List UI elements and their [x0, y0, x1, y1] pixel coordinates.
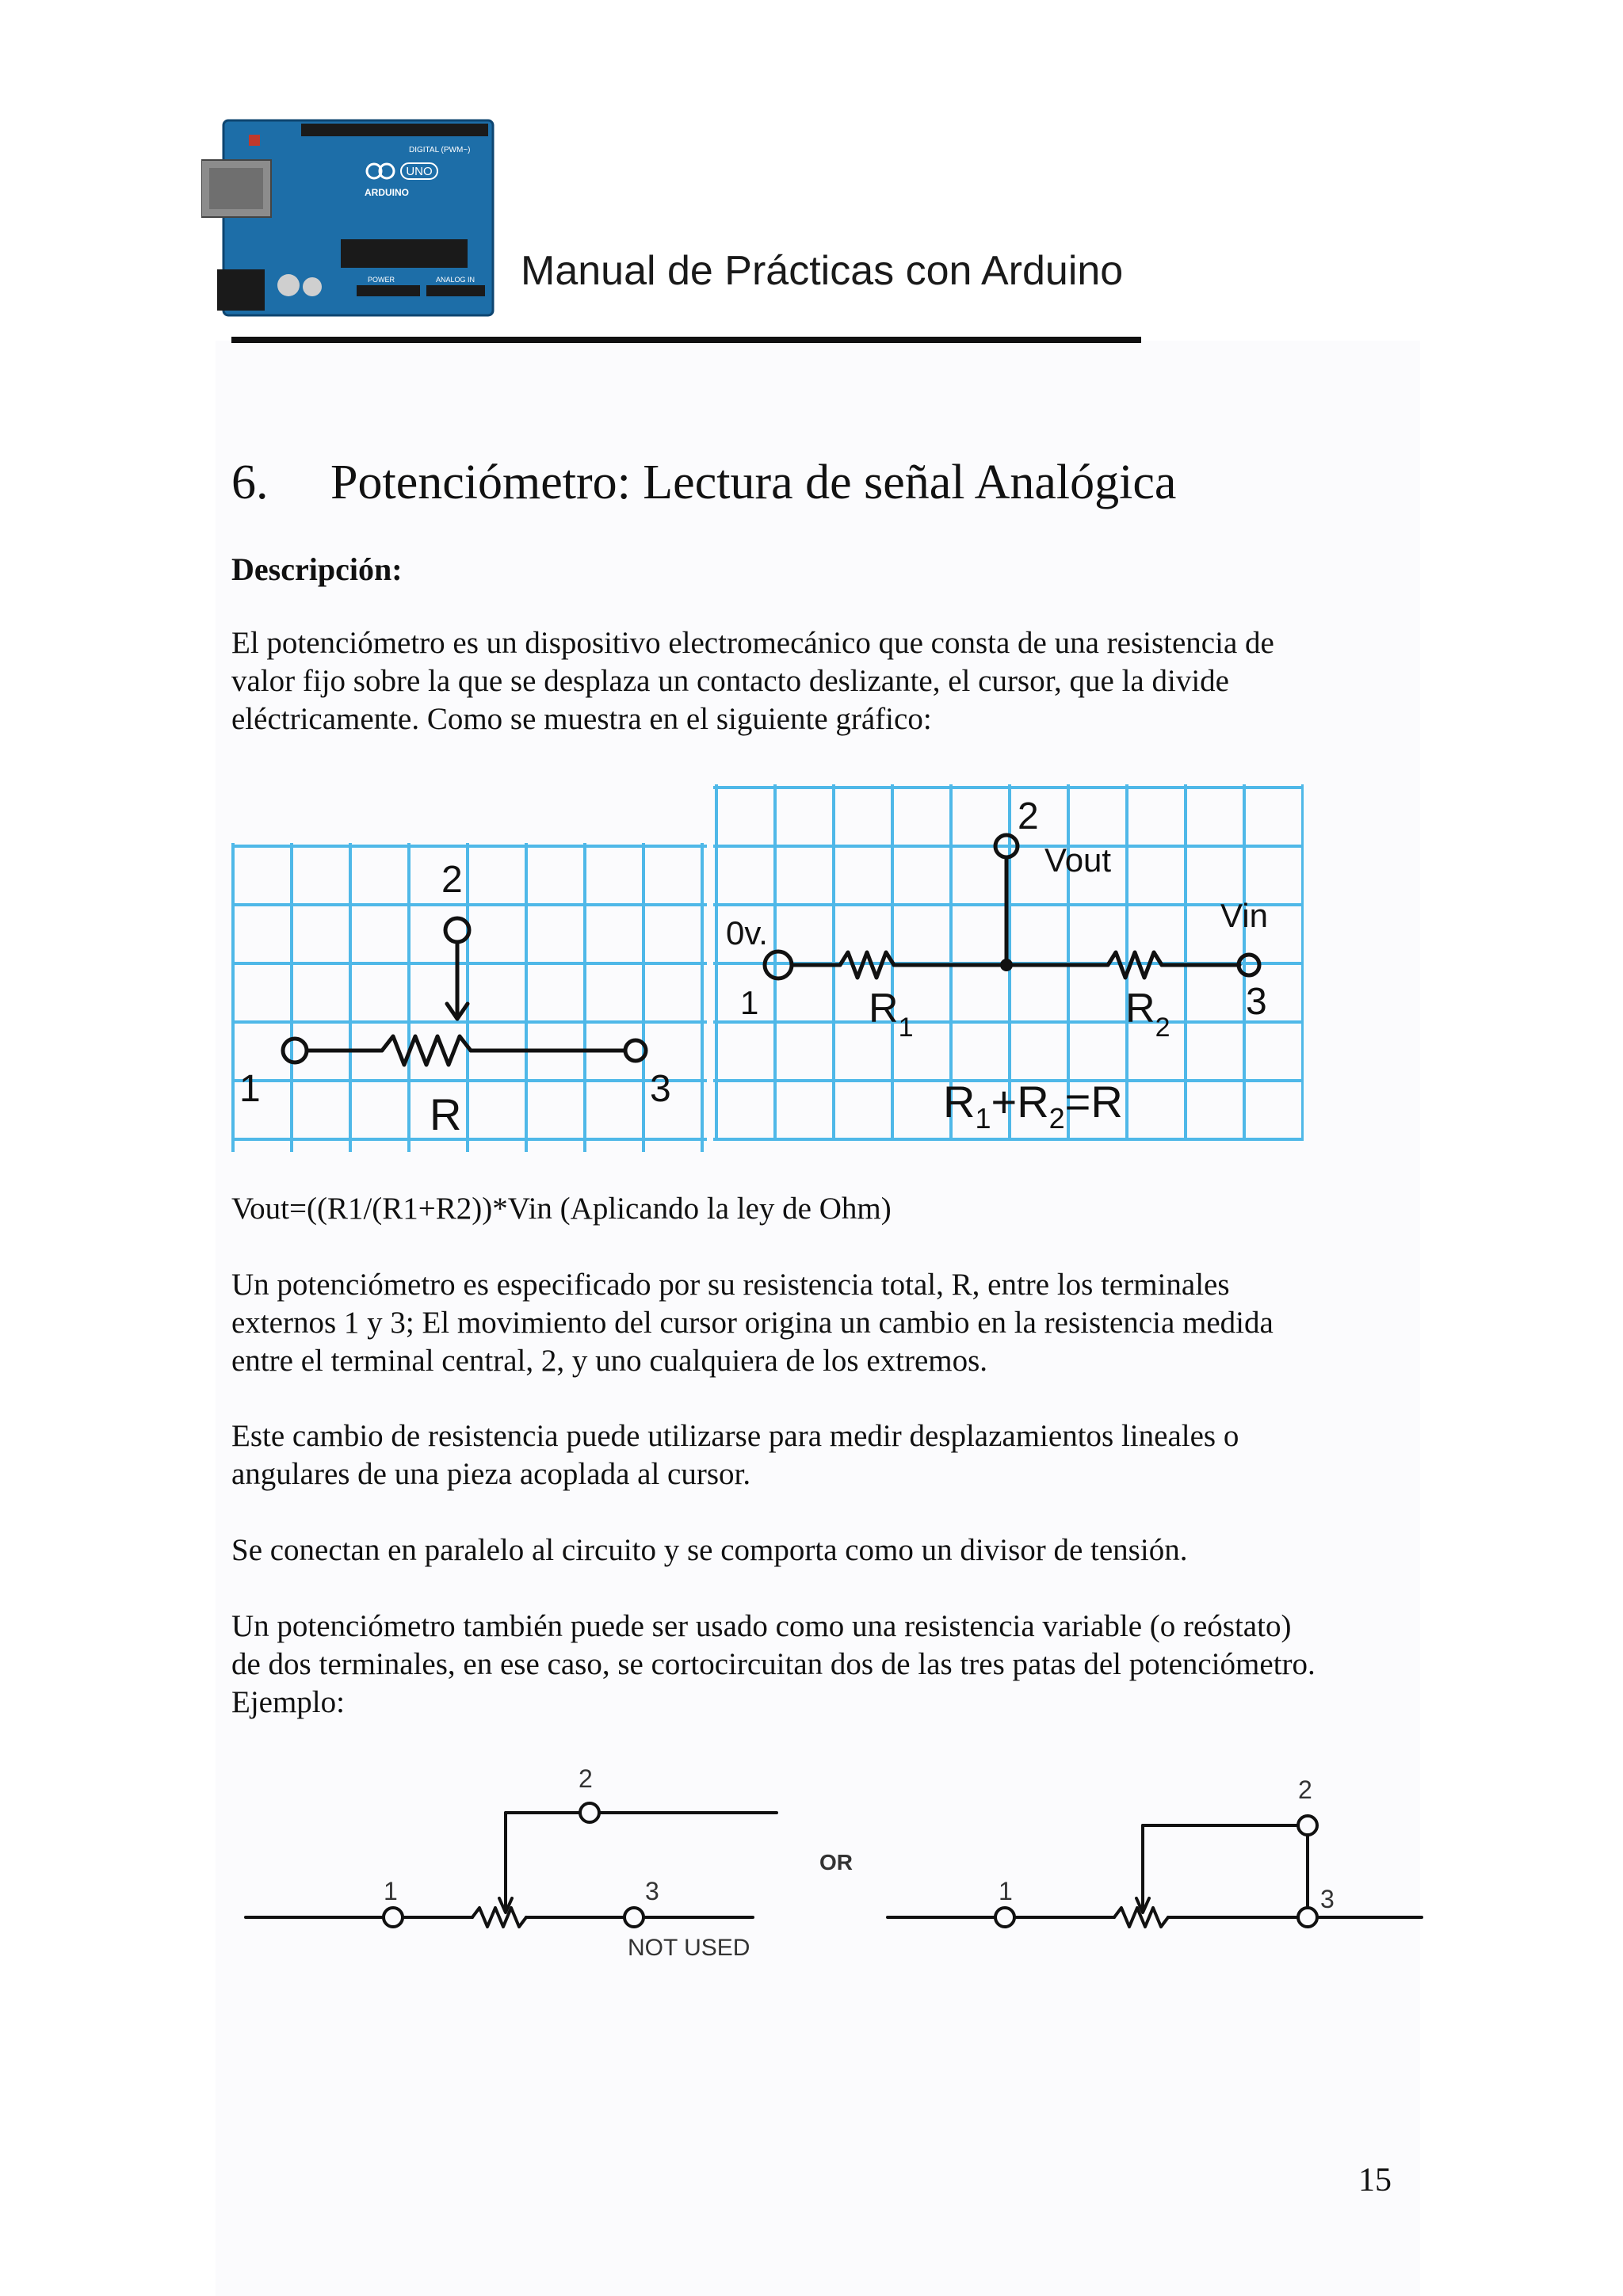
board-digital-label: DIGITAL (PWM~)	[409, 146, 471, 154]
left-terminal-3-label: 3	[645, 1877, 659, 1905]
manual-title: Manual de Prácticas con Arduino	[521, 248, 1124, 294]
parallel-line: Se conectan en paralelo al circuito y se comporta como un divisor de tensión.	[231, 1533, 1188, 1567]
section-title: Potenciómetro: Lectura de señal Analógica	[330, 456, 1177, 509]
terminal-1-label: 1	[740, 984, 759, 1021]
sum-r2-letter: R	[1017, 1077, 1049, 1127]
change-line: angulares de una pieza acoplada al cursor.	[231, 1457, 751, 1491]
rheostat-line: de dos terminales, en ese caso, se cortocircuitan dos de las tres patas del potenciómetro.	[231, 1647, 1316, 1681]
header-rule	[231, 337, 1141, 343]
intro-paragraph	[231, 624, 1420, 738]
label-0v: 0v.	[726, 914, 768, 952]
spec-line: Un potenciómetro es especificado por su resistencia total, R, entre los terminales	[231, 1268, 1230, 1302]
board-power-label: POWER	[368, 276, 395, 284]
resistor-label: R	[430, 1089, 462, 1139]
sum-plus: +	[991, 1077, 1018, 1127]
sum-r-letter: R	[1090, 1077, 1123, 1127]
r2-letter: R	[1125, 986, 1155, 1032]
grid-paper	[231, 843, 707, 1152]
parallel-paragraph	[231, 1531, 1420, 1569]
sum-r2-subscript: 2	[1048, 1102, 1065, 1135]
potentiometer-symbol-figure	[231, 843, 707, 1152]
formula-paragraph	[231, 1190, 1420, 1228]
sum-equals: =	[1064, 1077, 1091, 1127]
rheostat-line: Ejemplo:	[231, 1685, 345, 1719]
right-terminal-3-label: 3	[1320, 1885, 1335, 1913]
page-number: 15	[1358, 2162, 1392, 2199]
change-paragraph	[231, 1417, 1420, 1493]
rheostat-line: Un potenciómetro también puede ser usado como una resistencia variable (o reóstato)	[231, 1609, 1292, 1643]
terminal-3-label: 3	[1246, 981, 1267, 1023]
terminal-2-label: 2	[1018, 795, 1039, 837]
right-terminal-1-label: 1	[999, 1877, 1013, 1905]
formula-line: Vout=((R1/(R1+R2))*Vin (Aplicando la ley de Ohm)	[231, 1192, 892, 1226]
or-label: OR	[819, 1850, 853, 1875]
intro-line: El potenciómetro es un dispositivo electromecánico que consta de una resistencia de	[231, 626, 1274, 660]
right-terminal-2-label: 2	[1298, 1775, 1312, 1804]
r2-subscript: 2	[1155, 1013, 1170, 1043]
board-brand-text: ARDUINO	[365, 187, 409, 198]
section-number: 6.	[231, 456, 269, 509]
r1-letter: R	[869, 986, 899, 1032]
arduino-board-logo	[201, 119, 495, 318]
r1-subscript: 1	[898, 1013, 914, 1043]
board-analog-label: ANALOG IN	[436, 276, 475, 284]
r2-label	[1125, 986, 1170, 1043]
voltage-divider-figure	[713, 784, 1304, 1141]
sum-r1-subscript: 1	[975, 1102, 991, 1135]
label-vout: Vout	[1044, 841, 1112, 879]
sum-r1-letter: R	[943, 1077, 976, 1127]
left-terminal-2-label: 2	[579, 1764, 593, 1793]
left-terminal-1-label: 1	[384, 1877, 398, 1905]
rheostat-paragraph	[231, 1608, 1420, 1722]
not-used-label: NOT USED	[628, 1935, 750, 1961]
board-model-text: UNO	[406, 165, 433, 178]
terminal-2-label: 2	[441, 859, 463, 901]
resistance-sum-equation	[943, 1077, 1123, 1135]
description-label: Descripción:	[231, 551, 403, 587]
terminal-1-label: 1	[239, 1068, 261, 1110]
intro-line: valor fijo sobre la que se desplaza un contacto deslizante, el cursor, que la divide	[231, 664, 1229, 698]
section-heading	[231, 455, 1176, 511]
label-vin: Vin	[1220, 897, 1268, 934]
spec-line: externos 1 y 3; El movimiento del cursor origina un cambio en la resistencia medida	[231, 1306, 1274, 1340]
change-line: Este cambio de resistencia puede utilizarse para medir desplazamientos lineales o	[231, 1419, 1239, 1453]
spec-paragraph	[231, 1266, 1420, 1380]
terminal-3-label: 3	[650, 1068, 671, 1110]
intro-line: eléctricamente. Como se muestra en el siguiente gráfico:	[231, 702, 932, 736]
rheostat-wiring-figure	[238, 1759, 1442, 1981]
spec-line: entre el terminal central, 2, y uno cualquiera de los extremos.	[231, 1344, 988, 1378]
